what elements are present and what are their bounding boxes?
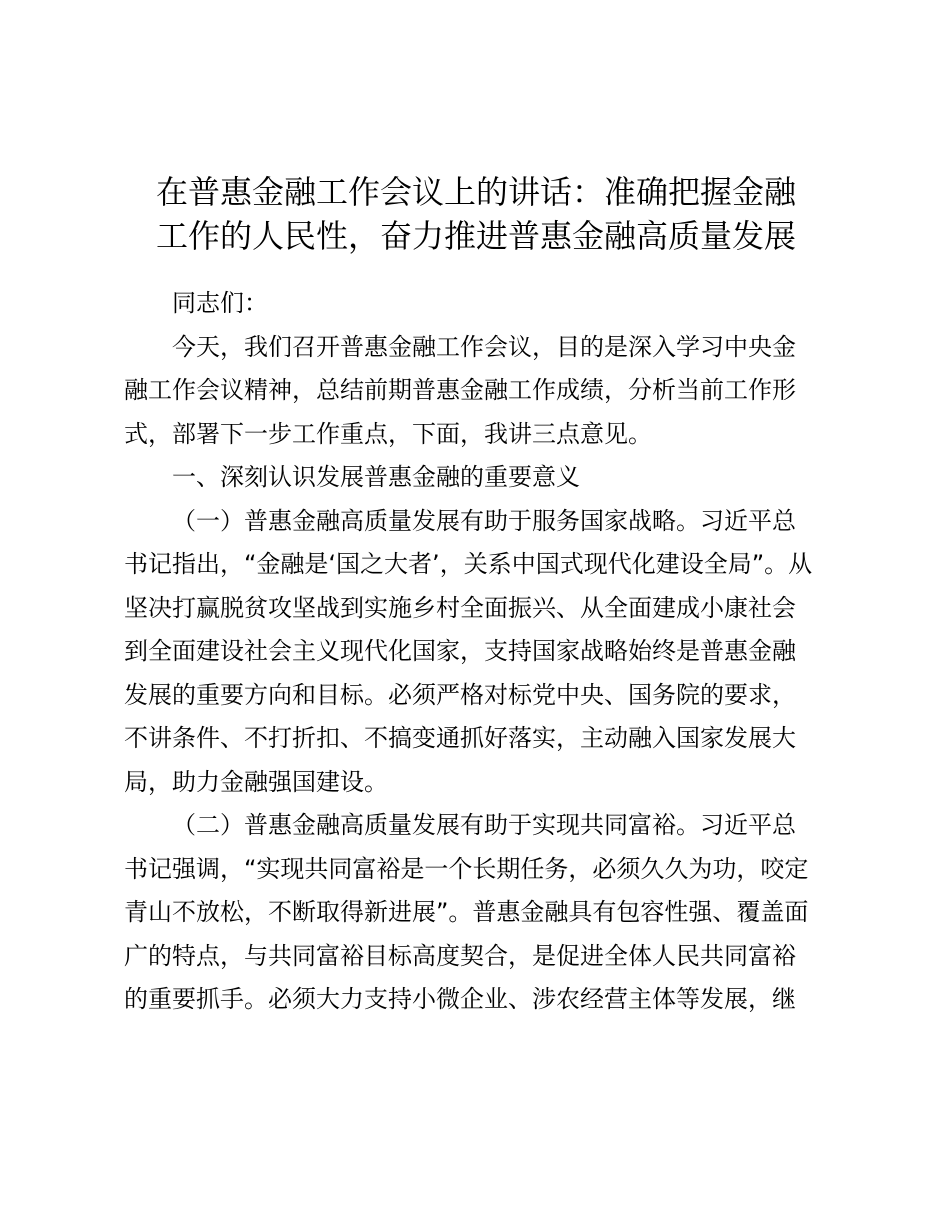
greeting-text: 同志们： bbox=[172, 289, 268, 317]
paragraph-line: 书记强调，“实现共同富裕是一个长期任务，必须久久为功，咬定 bbox=[124, 854, 809, 883]
paragraph-line: （一）普惠金融高质量发展有助于服务国家战略。习近平总 bbox=[172, 506, 796, 535]
document-title bbox=[120, 170, 832, 258]
paragraph-2 bbox=[124, 804, 836, 1022]
paragraph-line: 青山不放松，不断取得新进展”。普惠金融具有包容性强、覆盖面 bbox=[124, 898, 809, 926]
title-line: 工作的人民性，奋力推进普惠金融高质量发展 bbox=[155, 217, 796, 255]
paragraph-line: 到全面建设社会主义现代化国家，支持国家战略始终是普惠金融 bbox=[124, 637, 796, 665]
paragraph-line: 局，助力金融强国建设。 bbox=[124, 767, 388, 796]
paragraph-line: 的重要抓手。必须大力支持小微企业、涉农经营主体等发展，继 bbox=[124, 985, 796, 1013]
paragraph-1 bbox=[124, 500, 836, 805]
paragraph-line: 今天，我们召开普惠金融工作会议，目的是深入学习中央金 bbox=[172, 332, 796, 361]
paragraph-line: 式，部署下一步工作重点，下面，我讲三点意见。 bbox=[124, 419, 652, 448]
paragraph-line: 融工作会议精神，总结前期普惠金融工作成绩，分析当前工作形 bbox=[124, 376, 796, 404]
paragraph-line: （二）普惠金融高质量发展有助于实现共同富裕。习近平总 bbox=[172, 811, 796, 839]
paragraph-line: 坚决打赢脱贫攻坚战到实施乡村全面振兴、从全面建成小康社会 bbox=[124, 593, 796, 622]
greeting bbox=[124, 282, 836, 326]
paragraph-line: 发展的重要方向和目标。必须严格对标党中央、国务院的要求， bbox=[124, 680, 796, 709]
title-line: 在普惠金融工作会议上的讲话：准确把握金融 bbox=[155, 173, 796, 211]
intro-paragraph bbox=[124, 326, 836, 457]
paragraph-line: 广的特点，与共同富裕目标高度契合，是促进全体人民共同富裕 bbox=[124, 941, 796, 970]
paragraph-line: 不讲条件、不打折扣、不搞变通抓好落实，主动融入国家发展大 bbox=[124, 724, 796, 752]
section-heading-text: 一、深刻认识发展普惠金融的重要意义 bbox=[172, 463, 580, 491]
document-body bbox=[124, 282, 836, 1022]
section-heading bbox=[124, 456, 836, 500]
paragraph-line: 书记指出，“金融是‘国之大者’，关系中国式现代化建设全局”。从 bbox=[124, 550, 813, 578]
